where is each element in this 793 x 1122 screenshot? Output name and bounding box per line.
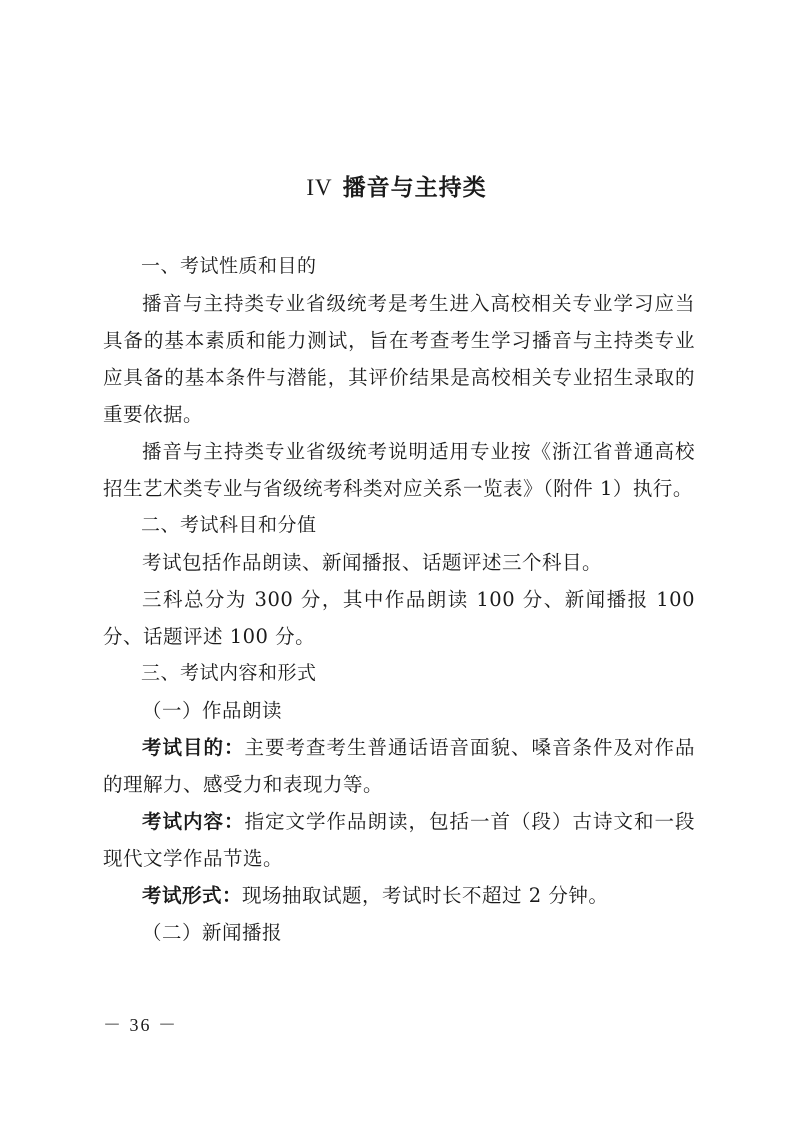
section-heading-content-form: 三、考试内容和形式: [141, 662, 317, 684]
label-exam-form: 考试形式：: [142, 884, 243, 907]
paragraph-scores: 三科总分为 300 分，其中作品朗读 100 分、新闻播报 100 分、话题评述 100 分。: [103, 588, 695, 648]
paragraph-exam-content: [103, 803, 695, 877]
paragraph-applicable-majors: 播音与主持类专业省级统考说明适用专业按《浙江省普通高校招生艺术类专业与省级统考科类对应关系一览表》（附件 1）执行。: [103, 440, 695, 500]
label-exam-content: 考试内容：: [142, 810, 245, 833]
text-exam-purpose: 主要考查考生普通话语音面貌、嗓音条件及对作品的理解力、感受力和表现力等。: [103, 736, 695, 796]
title-roman-numeral: IV: [306, 175, 333, 200]
title-text: 播音与主持类: [342, 175, 487, 201]
paragraph-exam-purpose: [103, 729, 695, 803]
document-body: [103, 248, 695, 951]
paragraph-exam-nature: 播音与主持类专业省级统考是考生进入高校相关专业学习应当具备的基本素质和能力测试，旨在考查考生学习播音与主持类专业应具备的基本条件与潜能，其评价结果是高校相关专业招生录取的重要依据。: [103, 292, 695, 426]
text-exam-content: 指定文学作品朗读，包括一首（段）古诗文和一段现代文学作品节选。: [103, 810, 695, 870]
section-heading-exam-nature: 一、考试性质和目的: [141, 255, 317, 277]
subsection-work-reading: （一）作品朗读: [142, 699, 283, 722]
subsection-news-broadcast: （二）新闻播报: [142, 921, 283, 944]
label-exam-purpose: 考试目的：: [142, 736, 245, 759]
text-exam-form: 现场抽取试题，考试时长不超过 2 分钟。: [242, 884, 609, 907]
paragraph-subjects: 考试包括作品朗读、新闻播报、话题评述三个科目。: [142, 551, 603, 574]
paragraph-exam-form: [103, 877, 695, 914]
section-heading-subjects-scores: 二、考试科目和分值: [141, 514, 317, 536]
page-title: [0, 172, 793, 204]
page-number: － 36 －: [103, 1015, 178, 1035]
